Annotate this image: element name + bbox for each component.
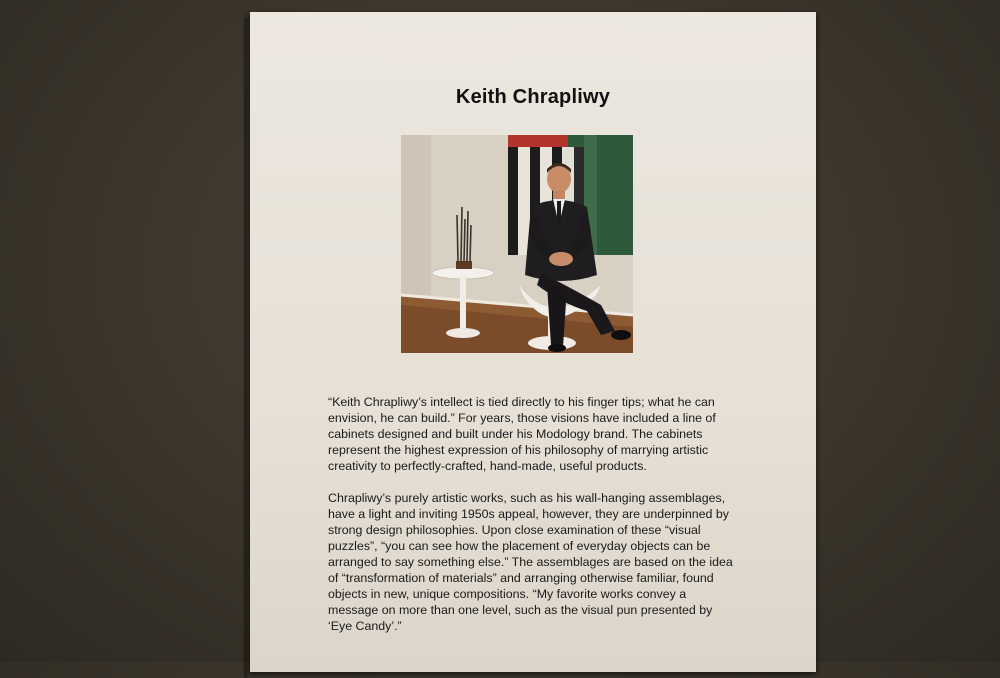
portrait-photo — [401, 135, 633, 353]
info-card — [250, 12, 816, 672]
biography-paragraph-2: Chrapliwy’s purely artistic works, such as his wall-hanging assemblages, have a light and inviting 1950s appeal, however, they are underpinned by strong design philosophies. Upon close examination of these “visual puzzles”, “you can see how the placement of everyday objects can be arranged to say something else.” The assemblages are based on the idea of “transformation of materials” and arranging otherwise familiar, found objects in new, unique compositions. “My favorite works convey a message on more than one level, such as the visual pun presented by ‘Eye Candy’.” — [328, 491, 733, 633]
biography-paragraph-1: “Keith Chrapliwy’s intellect is tied directly to his finger tips; what he can envision, he can build.” For years, those visions have included a line of cabinets designed and built under his Modology brand. The cabinets represent the highest expression of his philosophy of marrying artistic creativity to perfectly-crafted, hand-made, useful products. — [328, 395, 716, 473]
biography-text — [328, 394, 738, 650]
page-title: Keith Chrapliwy — [455, 86, 611, 108]
